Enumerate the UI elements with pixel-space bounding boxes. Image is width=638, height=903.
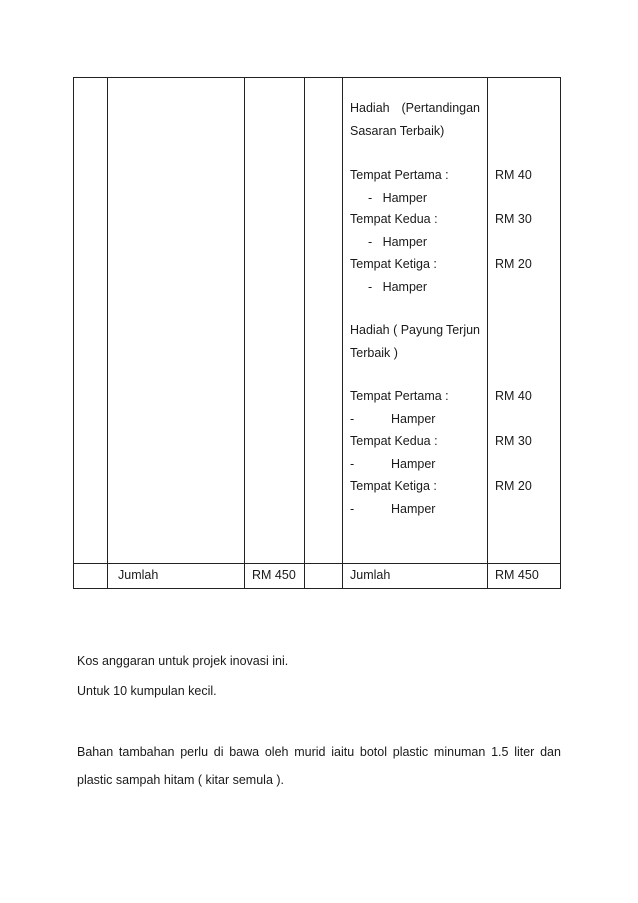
word: oleh	[264, 745, 289, 759]
section1-heading-line1	[350, 100, 480, 116]
column-divider	[107, 78, 108, 588]
section1-place3-item: - Hamper	[368, 280, 428, 294]
paragraph-cost-estimate: Kos anggaran untuk projek inovasi ini.	[77, 654, 289, 668]
total-label-right: Jumlah	[350, 568, 391, 582]
section2-amount1: RM 40	[495, 389, 532, 403]
section2-place1-label: Tempat Pertama :	[350, 389, 449, 403]
total-amount-left: RM 450	[252, 568, 296, 582]
word: bawa	[229, 745, 260, 759]
section1-place2-item: - Hamper	[368, 235, 428, 249]
section2-place2-dash: -	[350, 457, 355, 471]
paragraph-group-count: Untuk 10 kumpulan kecil.	[77, 684, 217, 698]
section2-place2-label: Tempat Kedua :	[350, 434, 438, 448]
section1-place3-label: Tempat Ketiga :	[350, 257, 437, 271]
budget-table	[73, 77, 561, 589]
section2-place1-item: Hamper	[391, 412, 436, 426]
word: perlu	[180, 745, 209, 759]
word: di	[213, 745, 224, 759]
word: iaitu	[331, 745, 355, 759]
section2-place2-item: Hamper	[391, 457, 436, 471]
word: 1.5	[491, 745, 509, 759]
section1-place1-label: Tempat Pertama :	[350, 168, 449, 182]
word: dan	[540, 745, 561, 759]
section2-place3-label: Tempat Ketiga :	[350, 479, 437, 493]
word: plastic	[392, 745, 429, 759]
word: liter	[514, 745, 535, 759]
paragraph-materials-line1	[77, 744, 561, 760]
word: Bahan	[77, 745, 114, 759]
word: botol	[359, 745, 388, 759]
section2-amount3: RM 20	[495, 479, 532, 493]
section2-amount2: RM 30	[495, 434, 532, 448]
section2-place1-dash: -	[350, 412, 355, 426]
section2-heading-line2: Terbaik )	[350, 346, 398, 360]
word: tambahan	[118, 745, 175, 759]
total-amount-right: RM 450	[495, 568, 539, 582]
section1-place1-item: - Hamper	[368, 191, 428, 205]
section1-place2-label: Tempat Kedua :	[350, 212, 438, 226]
word: minuman	[433, 745, 486, 759]
row-divider	[74, 563, 560, 564]
column-divider	[487, 78, 488, 588]
section1-amount3: RM 20	[495, 257, 532, 271]
section2-place3-item: Hamper	[391, 502, 436, 516]
column-divider	[304, 78, 305, 588]
total-label-left: Jumlah	[118, 568, 159, 582]
heading-word: Hadiah ( Payung	[350, 323, 444, 337]
word: murid	[294, 745, 326, 759]
section1-amount1: RM 40	[495, 168, 532, 182]
section1-amount2: RM 30	[495, 212, 532, 226]
heading-word: Hadiah	[350, 101, 390, 115]
section2-place3-dash: -	[350, 502, 355, 516]
column-divider	[244, 78, 245, 588]
paragraph-materials-line2: plastic sampah hitam ( kitar semula ).	[77, 773, 285, 787]
heading-word: Terjun	[445, 323, 480, 337]
heading-word: (Pertandingan	[401, 101, 480, 115]
section2-heading-line1	[350, 322, 480, 338]
column-divider	[342, 78, 343, 588]
section1-heading-line2: Sasaran Terbaik)	[350, 124, 445, 138]
